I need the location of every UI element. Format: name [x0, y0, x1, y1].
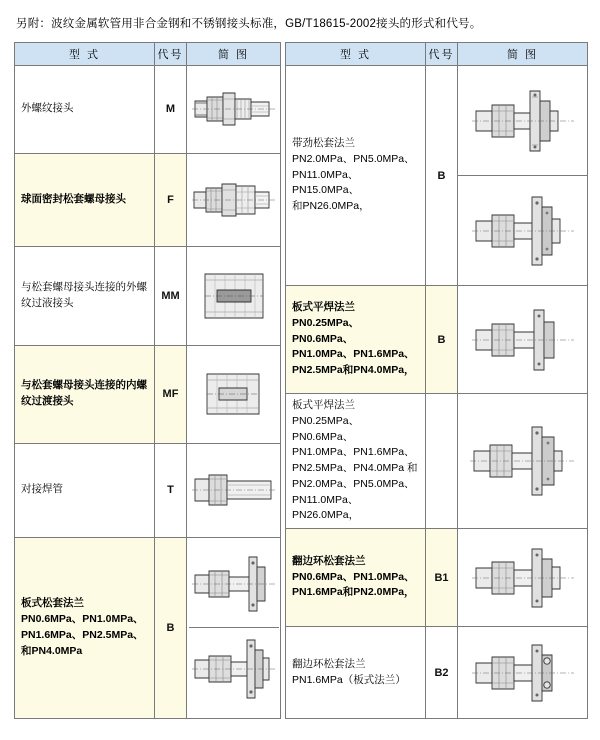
fitting-figure	[458, 529, 588, 627]
fitting-name: 翻边环松套法兰 PN0.6MPa、PN1.0MPa、 PN1.6MPa和PN2.0MPa，	[286, 529, 426, 627]
fitting-name: 对接焊管	[15, 443, 155, 537]
page-title: 另附：波纹金属软管用非合金钢和不锈钢接头标准，GB/T18615-2002接头的形式和代号。	[16, 18, 482, 30]
fitting-name: 与松套螺母接头连接的内螺纹过渡接头	[15, 345, 155, 443]
fitting-code: B	[426, 66, 458, 286]
fitting-name: 板式平焊法兰 PN0.25MPa、PN0.6MPa、 PN1.0MPa、PN1.6MPa、 PN2.5MPa和PN4.0MPa，	[286, 286, 426, 394]
table-row	[15, 443, 281, 537]
header-figure: 简 图	[187, 43, 281, 66]
fitting-name: 带劲松套法兰 PN2.0MPa、PN5.0MPa、 PN11.0MPa、PN15.0MPa、 和PN26.0MPa，	[286, 66, 426, 286]
table-row	[286, 529, 588, 627]
fitting-code: B2	[426, 627, 458, 719]
fitting-figure	[187, 66, 281, 153]
right-table-header-row	[286, 43, 588, 66]
table-row	[15, 345, 281, 443]
table-row	[286, 286, 588, 394]
table-row	[286, 66, 588, 176]
fitting-figure	[187, 247, 281, 345]
left-table-header-row	[15, 43, 281, 66]
table-row	[15, 537, 281, 718]
fitting-code: MM	[155, 247, 187, 345]
fitting-figure	[458, 627, 588, 719]
fitting-code: B	[426, 286, 458, 394]
fitting-name: 翻边环松套法兰 PN1.6MPa（板式法兰）	[286, 627, 426, 719]
tables-container	[14, 42, 586, 719]
fitting-code: B1	[426, 529, 458, 627]
fitting-code: M	[155, 66, 187, 153]
fitting-figure	[187, 443, 281, 537]
fitting-name: 球面密封松套螺母接头	[15, 153, 155, 247]
fitting-figure	[187, 345, 281, 443]
fitting-figure	[187, 153, 281, 247]
table-row	[286, 627, 588, 719]
fitting-code: F	[155, 153, 187, 247]
fitting-figure	[458, 394, 588, 529]
fitting-figure	[187, 537, 281, 718]
fitting-name: 与松套螺母接头连接的外螺纹过液接头	[15, 247, 155, 345]
fitting-code	[426, 394, 458, 529]
table-row	[15, 153, 281, 247]
fitting-name: 板式松套法兰 PN0.6MPa、PN1.0MPa、 PN1.6MPa、PN2.5MPa、 和PN4.0MPa	[15, 537, 155, 718]
fitting-name: 外螺纹接头	[15, 66, 155, 153]
right-fittings-table	[285, 42, 588, 719]
fitting-code: B	[155, 537, 187, 718]
header-type: 型 式	[286, 43, 426, 66]
fitting-name: 板式平焊法兰 PN0.25MPa、PN0.6MPa、 PN1.0MPa、PN1.6MPa、 PN2.5MPa、PN4.0MPa 和 PN2.0MPa、PN5.0MPa、 PN11.0MPa、PN26.0MPa，	[286, 394, 426, 529]
header-code: 代号	[155, 43, 187, 66]
fitting-figure	[458, 176, 588, 286]
fitting-figure	[458, 66, 588, 176]
header-code: 代号	[426, 43, 458, 66]
table-row	[15, 66, 281, 153]
table-row	[286, 394, 588, 529]
fitting-figure	[458, 286, 588, 394]
header-figure: 简 图	[458, 43, 588, 66]
fitting-code: T	[155, 443, 187, 537]
table-row	[15, 247, 281, 345]
fitting-code: MF	[155, 345, 187, 443]
left-fittings-table	[14, 42, 281, 719]
header-type: 型 式	[15, 43, 155, 66]
